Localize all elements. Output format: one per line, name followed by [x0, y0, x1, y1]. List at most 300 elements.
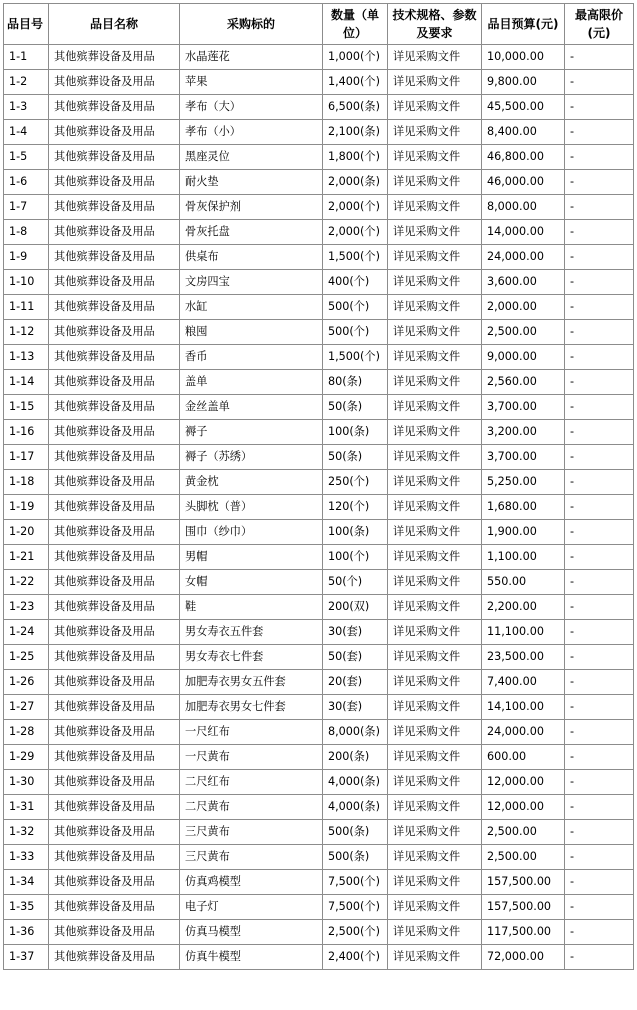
cell-procurement-target: 头脚枕（普）	[180, 495, 323, 520]
cell-item-number: 1-1	[4, 45, 49, 70]
cell-technical-specs: 详见采购文件	[388, 370, 482, 395]
cell-procurement-target: 仿真牛模型	[180, 945, 323, 970]
cell-max-price: -	[565, 520, 634, 545]
cell-item-number: 1-19	[4, 495, 49, 520]
cell-quantity: 50(个)	[323, 570, 388, 595]
table-body	[4, 45, 634, 970]
cell-item-number: 1-29	[4, 745, 49, 770]
table-row	[4, 795, 634, 820]
cell-procurement-target: 骨灰托盘	[180, 220, 323, 245]
cell-max-price: -	[565, 945, 634, 970]
cell-max-price: -	[565, 320, 634, 345]
table-row	[4, 845, 634, 870]
cell-procurement-target: 骨灰保护剂	[180, 195, 323, 220]
cell-quantity: 4,000(条)	[323, 795, 388, 820]
cell-item-number: 1-4	[4, 120, 49, 145]
cell-item-name: 其他殡葬设备及用品	[49, 345, 180, 370]
table-row	[4, 445, 634, 470]
cell-procurement-target: 金丝盖单	[180, 395, 323, 420]
cell-item-name: 其他殡葬设备及用品	[49, 870, 180, 895]
cell-max-price: -	[565, 470, 634, 495]
header-item-budget: 品目预算(元)	[482, 4, 565, 45]
cell-procurement-target: 黑座灵位	[180, 145, 323, 170]
cell-item-number: 1-36	[4, 920, 49, 945]
cell-max-price: -	[565, 45, 634, 70]
cell-item-budget: 600.00	[482, 745, 565, 770]
cell-item-budget: 8,000.00	[482, 195, 565, 220]
cell-max-price: -	[565, 70, 634, 95]
cell-procurement-target: 褥子（苏绣）	[180, 445, 323, 470]
cell-item-number: 1-6	[4, 170, 49, 195]
cell-quantity: 2,000(个)	[323, 220, 388, 245]
cell-quantity: 2,100(条)	[323, 120, 388, 145]
cell-technical-specs: 详见采购文件	[388, 595, 482, 620]
cell-max-price: -	[565, 745, 634, 770]
table-row	[4, 45, 634, 70]
cell-procurement-target: 盖单	[180, 370, 323, 395]
cell-item-name: 其他殡葬设备及用品	[49, 670, 180, 695]
cell-item-number: 1-10	[4, 270, 49, 295]
table-row	[4, 145, 634, 170]
cell-item-budget: 9,800.00	[482, 70, 565, 95]
cell-item-name: 其他殡葬设备及用品	[49, 820, 180, 845]
cell-max-price: -	[565, 345, 634, 370]
cell-item-number: 1-32	[4, 820, 49, 845]
cell-item-number: 1-5	[4, 145, 49, 170]
cell-technical-specs: 详见采购文件	[388, 820, 482, 845]
cell-quantity: 2,400(个)	[323, 945, 388, 970]
cell-max-price: -	[565, 920, 634, 945]
cell-item-name: 其他殡葬设备及用品	[49, 520, 180, 545]
table-row	[4, 895, 634, 920]
cell-quantity: 250(个)	[323, 470, 388, 495]
cell-max-price: -	[565, 845, 634, 870]
cell-item-number: 1-2	[4, 70, 49, 95]
cell-max-price: -	[565, 670, 634, 695]
cell-quantity: 500(条)	[323, 820, 388, 845]
cell-technical-specs: 详见采购文件	[388, 870, 482, 895]
cell-item-number: 1-31	[4, 795, 49, 820]
cell-item-budget: 14,100.00	[482, 695, 565, 720]
cell-quantity: 30(套)	[323, 620, 388, 645]
cell-item-name: 其他殡葬设备及用品	[49, 295, 180, 320]
cell-item-budget: 12,000.00	[482, 795, 565, 820]
table-row	[4, 770, 634, 795]
cell-item-number: 1-20	[4, 520, 49, 545]
table-row	[4, 695, 634, 720]
cell-procurement-target: 鞋	[180, 595, 323, 620]
cell-max-price: -	[565, 820, 634, 845]
table-row	[4, 745, 634, 770]
cell-quantity: 120(个)	[323, 495, 388, 520]
cell-item-name: 其他殡葬设备及用品	[49, 245, 180, 270]
cell-item-number: 1-14	[4, 370, 49, 395]
cell-item-number: 1-28	[4, 720, 49, 745]
cell-technical-specs: 详见采购文件	[388, 295, 482, 320]
cell-item-name: 其他殡葬设备及用品	[49, 95, 180, 120]
cell-item-budget: 10,000.00	[482, 45, 565, 70]
cell-procurement-target: 香币	[180, 345, 323, 370]
procurement-table-container	[3, 3, 633, 970]
cell-item-budget: 7,400.00	[482, 670, 565, 695]
cell-item-number: 1-8	[4, 220, 49, 245]
cell-max-price: -	[565, 545, 634, 570]
cell-procurement-target: 褥子	[180, 420, 323, 445]
cell-item-budget: 72,000.00	[482, 945, 565, 970]
cell-item-number: 1-16	[4, 420, 49, 445]
cell-item-budget: 117,500.00	[482, 920, 565, 945]
table-row	[4, 520, 634, 545]
cell-technical-specs: 详见采购文件	[388, 895, 482, 920]
cell-item-number: 1-22	[4, 570, 49, 595]
cell-technical-specs: 详见采购文件	[388, 345, 482, 370]
cell-technical-specs: 详见采购文件	[388, 420, 482, 445]
cell-item-name: 其他殡葬设备及用品	[49, 470, 180, 495]
table-header-row	[4, 4, 634, 45]
cell-max-price: -	[565, 395, 634, 420]
cell-item-number: 1-12	[4, 320, 49, 345]
cell-max-price: -	[565, 795, 634, 820]
table-row	[4, 245, 634, 270]
cell-procurement-target: 二尺黄布	[180, 795, 323, 820]
cell-quantity: 500(条)	[323, 845, 388, 870]
cell-item-budget: 23,500.00	[482, 645, 565, 670]
cell-item-number: 1-24	[4, 620, 49, 645]
cell-quantity: 50(条)	[323, 445, 388, 470]
cell-technical-specs: 详见采购文件	[388, 245, 482, 270]
cell-item-budget: 45,500.00	[482, 95, 565, 120]
cell-item-number: 1-13	[4, 345, 49, 370]
table-row	[4, 295, 634, 320]
cell-max-price: -	[565, 495, 634, 520]
cell-technical-specs: 详见采购文件	[388, 570, 482, 595]
cell-item-budget: 9,000.00	[482, 345, 565, 370]
cell-quantity: 1,000(个)	[323, 45, 388, 70]
cell-procurement-target: 三尺黄布	[180, 820, 323, 845]
cell-max-price: -	[565, 895, 634, 920]
cell-procurement-target: 苹果	[180, 70, 323, 95]
cell-item-number: 1-17	[4, 445, 49, 470]
cell-procurement-target: 文房四宝	[180, 270, 323, 295]
cell-item-number: 1-21	[4, 545, 49, 570]
cell-technical-specs: 详见采购文件	[388, 770, 482, 795]
cell-max-price: -	[565, 245, 634, 270]
cell-technical-specs: 详见采购文件	[388, 495, 482, 520]
cell-item-name: 其他殡葬设备及用品	[49, 220, 180, 245]
cell-technical-specs: 详见采购文件	[388, 545, 482, 570]
cell-item-name: 其他殡葬设备及用品	[49, 895, 180, 920]
table-row	[4, 720, 634, 745]
cell-procurement-target: 加肥寿衣男女七件套	[180, 695, 323, 720]
cell-procurement-target: 水缸	[180, 295, 323, 320]
cell-technical-specs: 详见采购文件	[388, 95, 482, 120]
cell-technical-specs: 详见采购文件	[388, 395, 482, 420]
cell-quantity: 2,000(个)	[323, 195, 388, 220]
cell-item-name: 其他殡葬设备及用品	[49, 170, 180, 195]
cell-technical-specs: 详见采购文件	[388, 195, 482, 220]
cell-quantity: 8,000(条)	[323, 720, 388, 745]
cell-item-budget: 2,500.00	[482, 820, 565, 845]
cell-item-number: 1-34	[4, 870, 49, 895]
cell-max-price: -	[565, 220, 634, 245]
cell-quantity: 30(套)	[323, 695, 388, 720]
cell-item-name: 其他殡葬设备及用品	[49, 770, 180, 795]
cell-technical-specs: 详见采购文件	[388, 220, 482, 245]
cell-quantity: 4,000(条)	[323, 770, 388, 795]
cell-procurement-target: 男女寿衣五件套	[180, 620, 323, 645]
cell-item-number: 1-26	[4, 670, 49, 695]
cell-item-budget: 5,250.00	[482, 470, 565, 495]
header-quantity-unit: 数量（单位）	[323, 4, 388, 45]
cell-max-price: -	[565, 595, 634, 620]
cell-item-name: 其他殡葬设备及用品	[49, 720, 180, 745]
cell-quantity: 1,500(个)	[323, 245, 388, 270]
table-row	[4, 170, 634, 195]
cell-quantity: 200(条)	[323, 745, 388, 770]
cell-max-price: -	[565, 195, 634, 220]
cell-item-budget: 3,600.00	[482, 270, 565, 295]
cell-item-name: 其他殡葬设备及用品	[49, 370, 180, 395]
table-row	[4, 945, 634, 970]
cell-item-name: 其他殡葬设备及用品	[49, 145, 180, 170]
cell-quantity: 50(套)	[323, 645, 388, 670]
table-row	[4, 345, 634, 370]
cell-technical-specs: 详见采购文件	[388, 70, 482, 95]
cell-item-number: 1-27	[4, 695, 49, 720]
cell-procurement-target: 孝布（小）	[180, 120, 323, 145]
cell-technical-specs: 详见采购文件	[388, 620, 482, 645]
cell-max-price: -	[565, 720, 634, 745]
table-row	[4, 95, 634, 120]
cell-item-name: 其他殡葬设备及用品	[49, 795, 180, 820]
cell-quantity: 100(条)	[323, 520, 388, 545]
cell-technical-specs: 详见采购文件	[388, 945, 482, 970]
cell-item-budget: 157,500.00	[482, 870, 565, 895]
cell-quantity: 100(个)	[323, 545, 388, 570]
cell-item-budget: 24,000.00	[482, 245, 565, 270]
cell-item-name: 其他殡葬设备及用品	[49, 45, 180, 70]
cell-item-budget: 11,100.00	[482, 620, 565, 645]
header-item-number: 品目号	[4, 4, 49, 45]
cell-max-price: -	[565, 420, 634, 445]
cell-technical-specs: 详见采购文件	[388, 795, 482, 820]
cell-item-number: 1-18	[4, 470, 49, 495]
cell-technical-specs: 详见采购文件	[388, 845, 482, 870]
cell-item-budget: 2,500.00	[482, 845, 565, 870]
cell-item-name: 其他殡葬设备及用品	[49, 645, 180, 670]
cell-item-name: 其他殡葬设备及用品	[49, 845, 180, 870]
cell-item-budget: 8,400.00	[482, 120, 565, 145]
cell-item-name: 其他殡葬设备及用品	[49, 545, 180, 570]
cell-quantity: 50(条)	[323, 395, 388, 420]
cell-item-number: 1-33	[4, 845, 49, 870]
cell-procurement-target: 水晶莲花	[180, 45, 323, 70]
table-row	[4, 495, 634, 520]
cell-quantity: 2,000(条)	[323, 170, 388, 195]
cell-item-budget: 157,500.00	[482, 895, 565, 920]
cell-technical-specs: 详见采购文件	[388, 645, 482, 670]
cell-procurement-target: 男帽	[180, 545, 323, 570]
table-row	[4, 620, 634, 645]
table-row	[4, 645, 634, 670]
cell-procurement-target: 耐火垫	[180, 170, 323, 195]
cell-technical-specs: 详见采购文件	[388, 145, 482, 170]
cell-max-price: -	[565, 870, 634, 895]
cell-item-number: 1-23	[4, 595, 49, 620]
cell-technical-specs: 详见采购文件	[388, 720, 482, 745]
cell-item-budget: 2,000.00	[482, 295, 565, 320]
cell-item-name: 其他殡葬设备及用品	[49, 920, 180, 945]
cell-item-name: 其他殡葬设备及用品	[49, 270, 180, 295]
cell-quantity: 1,500(个)	[323, 345, 388, 370]
cell-procurement-target: 三尺黄布	[180, 845, 323, 870]
cell-max-price: -	[565, 570, 634, 595]
cell-item-name: 其他殡葬设备及用品	[49, 320, 180, 345]
cell-item-budget: 1,680.00	[482, 495, 565, 520]
cell-technical-specs: 详见采购文件	[388, 745, 482, 770]
header-procurement-target: 采购标的	[180, 4, 323, 45]
cell-item-budget: 3,700.00	[482, 445, 565, 470]
cell-max-price: -	[565, 170, 634, 195]
cell-item-budget: 3,200.00	[482, 420, 565, 445]
cell-quantity: 400(个)	[323, 270, 388, 295]
cell-technical-specs: 详见采购文件	[388, 520, 482, 545]
table-row	[4, 270, 634, 295]
cell-item-number: 1-35	[4, 895, 49, 920]
cell-max-price: -	[565, 370, 634, 395]
cell-item-budget: 1,100.00	[482, 545, 565, 570]
cell-item-number: 1-37	[4, 945, 49, 970]
cell-procurement-target: 男女寿衣七件套	[180, 645, 323, 670]
cell-item-name: 其他殡葬设备及用品	[49, 570, 180, 595]
cell-item-number: 1-11	[4, 295, 49, 320]
cell-procurement-target: 围巾（纱巾）	[180, 520, 323, 545]
cell-max-price: -	[565, 95, 634, 120]
cell-technical-specs: 详见采购文件	[388, 695, 482, 720]
cell-procurement-target: 粮囤	[180, 320, 323, 345]
cell-item-number: 1-15	[4, 395, 49, 420]
cell-max-price: -	[565, 645, 634, 670]
cell-technical-specs: 详见采购文件	[388, 270, 482, 295]
cell-item-name: 其他殡葬设备及用品	[49, 395, 180, 420]
cell-max-price: -	[565, 145, 634, 170]
table-row	[4, 420, 634, 445]
table-row	[4, 595, 634, 620]
cell-max-price: -	[565, 445, 634, 470]
cell-procurement-target: 加肥寿衣男女五件套	[180, 670, 323, 695]
cell-procurement-target: 一尺黄布	[180, 745, 323, 770]
cell-technical-specs: 详见采购文件	[388, 920, 482, 945]
cell-quantity: 2,500(个)	[323, 920, 388, 945]
table-row	[4, 320, 634, 345]
cell-technical-specs: 详见采购文件	[388, 170, 482, 195]
table-row	[4, 470, 634, 495]
cell-item-budget: 3,700.00	[482, 395, 565, 420]
cell-item-name: 其他殡葬设备及用品	[49, 70, 180, 95]
procurement-items-table	[3, 3, 634, 970]
table-row	[4, 570, 634, 595]
cell-procurement-target: 电子灯	[180, 895, 323, 920]
cell-item-budget: 12,000.00	[482, 770, 565, 795]
cell-max-price: -	[565, 695, 634, 720]
cell-max-price: -	[565, 770, 634, 795]
cell-max-price: -	[565, 620, 634, 645]
cell-item-number: 1-3	[4, 95, 49, 120]
cell-quantity: 1,400(个)	[323, 70, 388, 95]
cell-quantity: 200(双)	[323, 595, 388, 620]
table-row	[4, 820, 634, 845]
cell-procurement-target: 二尺红布	[180, 770, 323, 795]
cell-max-price: -	[565, 295, 634, 320]
table-row	[4, 220, 634, 245]
cell-procurement-target: 孝布（大）	[180, 95, 323, 120]
cell-quantity: 20(套)	[323, 670, 388, 695]
cell-quantity: 6,500(条)	[323, 95, 388, 120]
cell-technical-specs: 详见采购文件	[388, 320, 482, 345]
cell-item-budget: 14,000.00	[482, 220, 565, 245]
cell-item-number: 1-25	[4, 645, 49, 670]
cell-procurement-target: 供桌布	[180, 245, 323, 270]
cell-item-name: 其他殡葬设备及用品	[49, 195, 180, 220]
cell-technical-specs: 详见采购文件	[388, 45, 482, 70]
table-row	[4, 120, 634, 145]
table-row	[4, 870, 634, 895]
cell-item-name: 其他殡葬设备及用品	[49, 445, 180, 470]
table-row	[4, 195, 634, 220]
cell-item-name: 其他殡葬设备及用品	[49, 495, 180, 520]
cell-item-budget: 46,000.00	[482, 170, 565, 195]
cell-item-budget: 550.00	[482, 570, 565, 595]
cell-quantity: 80(条)	[323, 370, 388, 395]
cell-item-name: 其他殡葬设备及用品	[49, 745, 180, 770]
cell-technical-specs: 详见采购文件	[388, 470, 482, 495]
table-row	[4, 545, 634, 570]
cell-quantity: 7,500(个)	[323, 870, 388, 895]
cell-item-name: 其他殡葬设备及用品	[49, 120, 180, 145]
cell-item-budget: 24,000.00	[482, 720, 565, 745]
header-item-name: 品目名称	[49, 4, 180, 45]
cell-procurement-target: 黄金枕	[180, 470, 323, 495]
header-technical-specs: 技术规格、参数及要求	[388, 4, 482, 45]
cell-quantity: 500(个)	[323, 295, 388, 320]
cell-procurement-target: 一尺红布	[180, 720, 323, 745]
cell-item-budget: 1,900.00	[482, 520, 565, 545]
cell-quantity: 500(个)	[323, 320, 388, 345]
table-row	[4, 395, 634, 420]
cell-technical-specs: 详见采购文件	[388, 445, 482, 470]
cell-technical-specs: 详见采购文件	[388, 670, 482, 695]
cell-procurement-target: 仿真马模型	[180, 920, 323, 945]
table-row	[4, 370, 634, 395]
cell-technical-specs: 详见采购文件	[388, 120, 482, 145]
cell-quantity: 1,800(个)	[323, 145, 388, 170]
cell-max-price: -	[565, 270, 634, 295]
cell-item-name: 其他殡葬设备及用品	[49, 420, 180, 445]
header-max-price: 最高限价(元)	[565, 4, 634, 45]
cell-item-number: 1-7	[4, 195, 49, 220]
cell-item-budget: 46,800.00	[482, 145, 565, 170]
cell-item-budget: 2,500.00	[482, 320, 565, 345]
cell-item-name: 其他殡葬设备及用品	[49, 620, 180, 645]
cell-item-name: 其他殡葬设备及用品	[49, 595, 180, 620]
table-row	[4, 70, 634, 95]
cell-item-name: 其他殡葬设备及用品	[49, 695, 180, 720]
cell-max-price: -	[565, 120, 634, 145]
cell-procurement-target: 女帽	[180, 570, 323, 595]
cell-item-number: 1-9	[4, 245, 49, 270]
cell-quantity: 100(条)	[323, 420, 388, 445]
table-row	[4, 670, 634, 695]
